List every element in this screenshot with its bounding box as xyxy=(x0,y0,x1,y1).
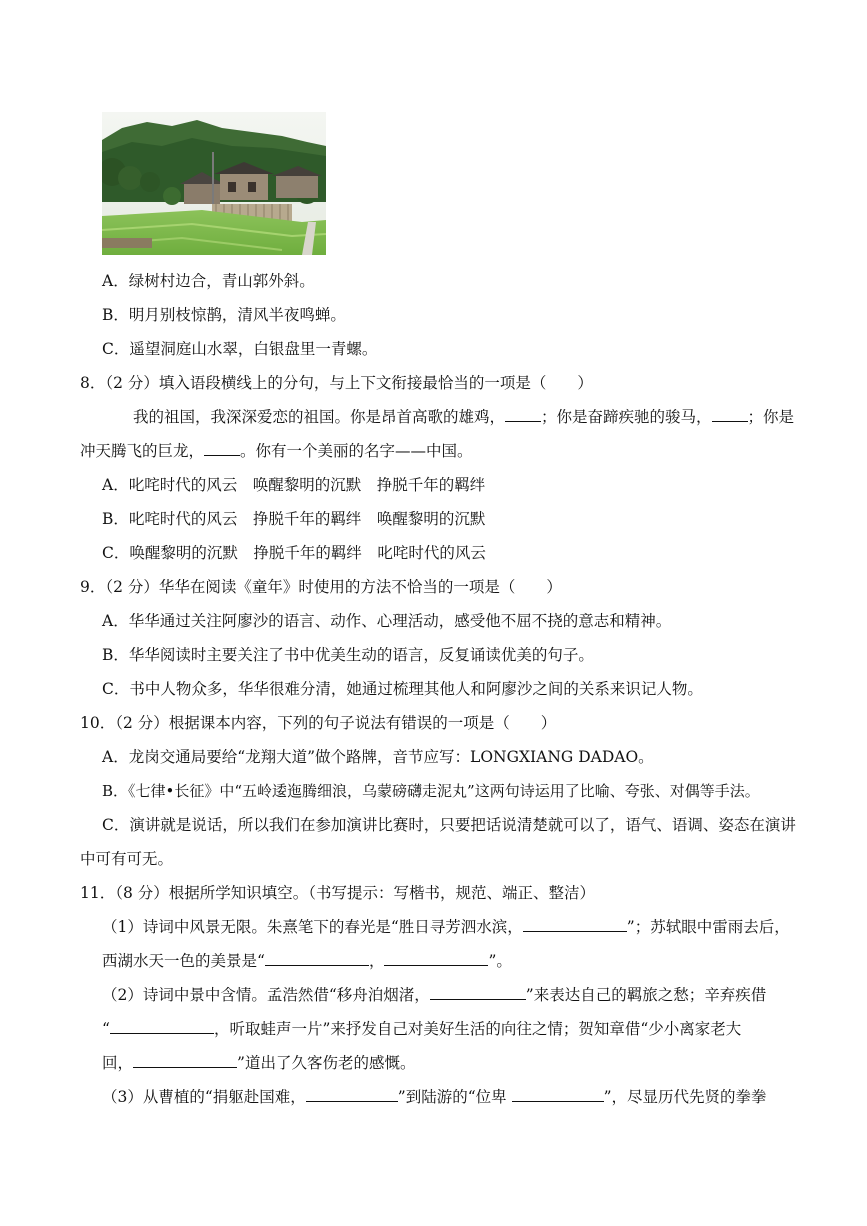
q10-option-c-line-2: 中可有可无。 xyxy=(80,850,174,868)
q8-passage-text-3: ；你是 xyxy=(747,408,795,426)
q9-stem: 9．（2 分）华华在阅读《童年》时使用的方法不恰当的一项是（ ） xyxy=(80,578,562,596)
q10-stem: 10．（2 分）根据课本内容，下列的句子说法有错误的一项是（ ） xyxy=(80,714,557,732)
q7-option-b: B．明月别枝惊鹊，清风半夜鸣蝉。 xyxy=(102,306,346,324)
q9-option-a: A．华华通过关注阿廖沙的语言、动作、心理活动，感受他不屈不挠的意志和精神。 xyxy=(102,612,672,630)
q11-part1-text-4: ， xyxy=(368,952,385,970)
q9-option-c: C．书中人物众多，华华很难分清，她通过梳理其他人和阿廖沙之间的关系来识记人物。 xyxy=(102,680,703,698)
q8-option-c: C．唤醒黎明的沉默 挣脱千年的羁绊 叱咤时代的风云 xyxy=(102,544,486,562)
q8-passage-text-2: ；你是奋蹄疾驰的骏马， xyxy=(541,408,712,426)
q8-stem: 8．（2 分）填入语段横线上的分句，与上下文衔接最恰当的一项是（ ） xyxy=(80,374,593,392)
q10-option-b: B．《七律•长征》中“五岭逶迤腾细浪，乌蒙磅礴走泥丸”这两句诗运用了比喻、夸张、对偶等手法。 xyxy=(102,782,760,800)
q8-passage-text-1: 我的祖国，我深深爱恋的祖国。你是昂首高歌的雄鸡， xyxy=(133,408,506,426)
q11-part3-text-3: ”，尽显历代先贤的拳拳 xyxy=(603,1088,767,1106)
q11-part3-text-1: （3）从曹植的“捐躯赴国难， xyxy=(102,1088,306,1106)
q8-blank-1 xyxy=(505,407,541,422)
village-landscape-image xyxy=(102,112,326,255)
q11-part2-line-3 xyxy=(102,1053,415,1073)
q8-blank-3 xyxy=(204,441,240,456)
q10-option-c-line-1: C．演讲就是说话，所以我们在参加演讲比赛时，只要把话说清楚就可以了，语气、语调、姿态在演讲 xyxy=(102,816,796,834)
q11-part1-text-2: ”；苏轼眼中雷雨去后， xyxy=(626,918,790,936)
village-landscape-photo xyxy=(102,112,326,255)
q8-passage-text-4: 冲天腾飞的巨龙， xyxy=(80,442,205,460)
q11-blank-4 xyxy=(430,985,526,1000)
q11-part3-text-2: ”到陆游的“位卑 xyxy=(397,1088,512,1106)
q8-passage-text-5: 。你有一个美丽的名字——中国。 xyxy=(240,442,473,460)
q8-option-b: B．叱咤时代的风云 挣脱千年的羁绊 唤醒黎明的沉默 xyxy=(102,510,486,528)
q11-part2-text-4: ，听取蛙声一片”来抒发自己对美好生活的向往之情；贺知章借“少小离家老大 xyxy=(213,1020,742,1038)
q11-blank-3 xyxy=(384,951,488,966)
q11-part2-text-5: 回， xyxy=(102,1054,134,1072)
q11-part1-text-5: ”。 xyxy=(488,952,512,970)
q8-passage-line-1 xyxy=(133,407,794,427)
q10-option-a: A．龙岗交通局要给“龙翔大道”做个路牌，音节应写：LONGXIANG DADAO。 xyxy=(102,748,654,766)
q11-part3-line-1 xyxy=(102,1087,767,1107)
q11-blank-6 xyxy=(133,1053,237,1068)
q11-blank-2 xyxy=(265,951,369,966)
q11-blank-1 xyxy=(523,917,627,932)
q7-option-a: A．绿树村边合，青山郭外斜。 xyxy=(102,272,315,290)
q11-part2-text-2: ”来表达自己的羁旅之愁；辛弃疾借 xyxy=(525,986,767,1004)
q11-blank-8 xyxy=(512,1087,604,1102)
q11-part2-text-3: “ xyxy=(102,1020,110,1038)
q7-option-c: C．遥望洞庭山水翠，白银盘里一青螺。 xyxy=(102,340,378,358)
q11-part2-text-6: ”道出了久客伤老的感慨。 xyxy=(237,1054,416,1072)
q11-blank-7 xyxy=(306,1087,398,1102)
q11-part2-text-1: （2）诗词中景中含情。孟浩然借“移舟泊烟渚， xyxy=(102,986,430,1004)
q8-option-a: A．叱咤时代的风云 唤醒黎明的沉默 挣脱千年的羁绊 xyxy=(102,476,486,494)
q8-passage-line-2 xyxy=(80,441,473,461)
q11-part1-line-1 xyxy=(102,917,790,937)
q11-part1-text-1: （1）诗词中风景无限。朱熹笔下的春光是“胜日寻芳泗水滨， xyxy=(102,918,523,936)
q11-part2-line-1 xyxy=(102,985,766,1005)
q11-blank-5 xyxy=(110,1019,214,1034)
q11-part1-text-3: 西湖水天一色的美景是“ xyxy=(102,952,265,970)
q11-stem: 11．（8 分）根据所学知识填空。（书写提示：写楷书，规范、端正、整洁） xyxy=(80,884,596,902)
q9-option-b: B．华华阅读时主要关注了书中优美生动的语言，反复诵读优美的句子。 xyxy=(102,646,594,664)
q8-blank-2 xyxy=(712,407,748,422)
q11-part1-line-2 xyxy=(102,951,512,971)
q11-part2-line-2 xyxy=(102,1019,741,1039)
